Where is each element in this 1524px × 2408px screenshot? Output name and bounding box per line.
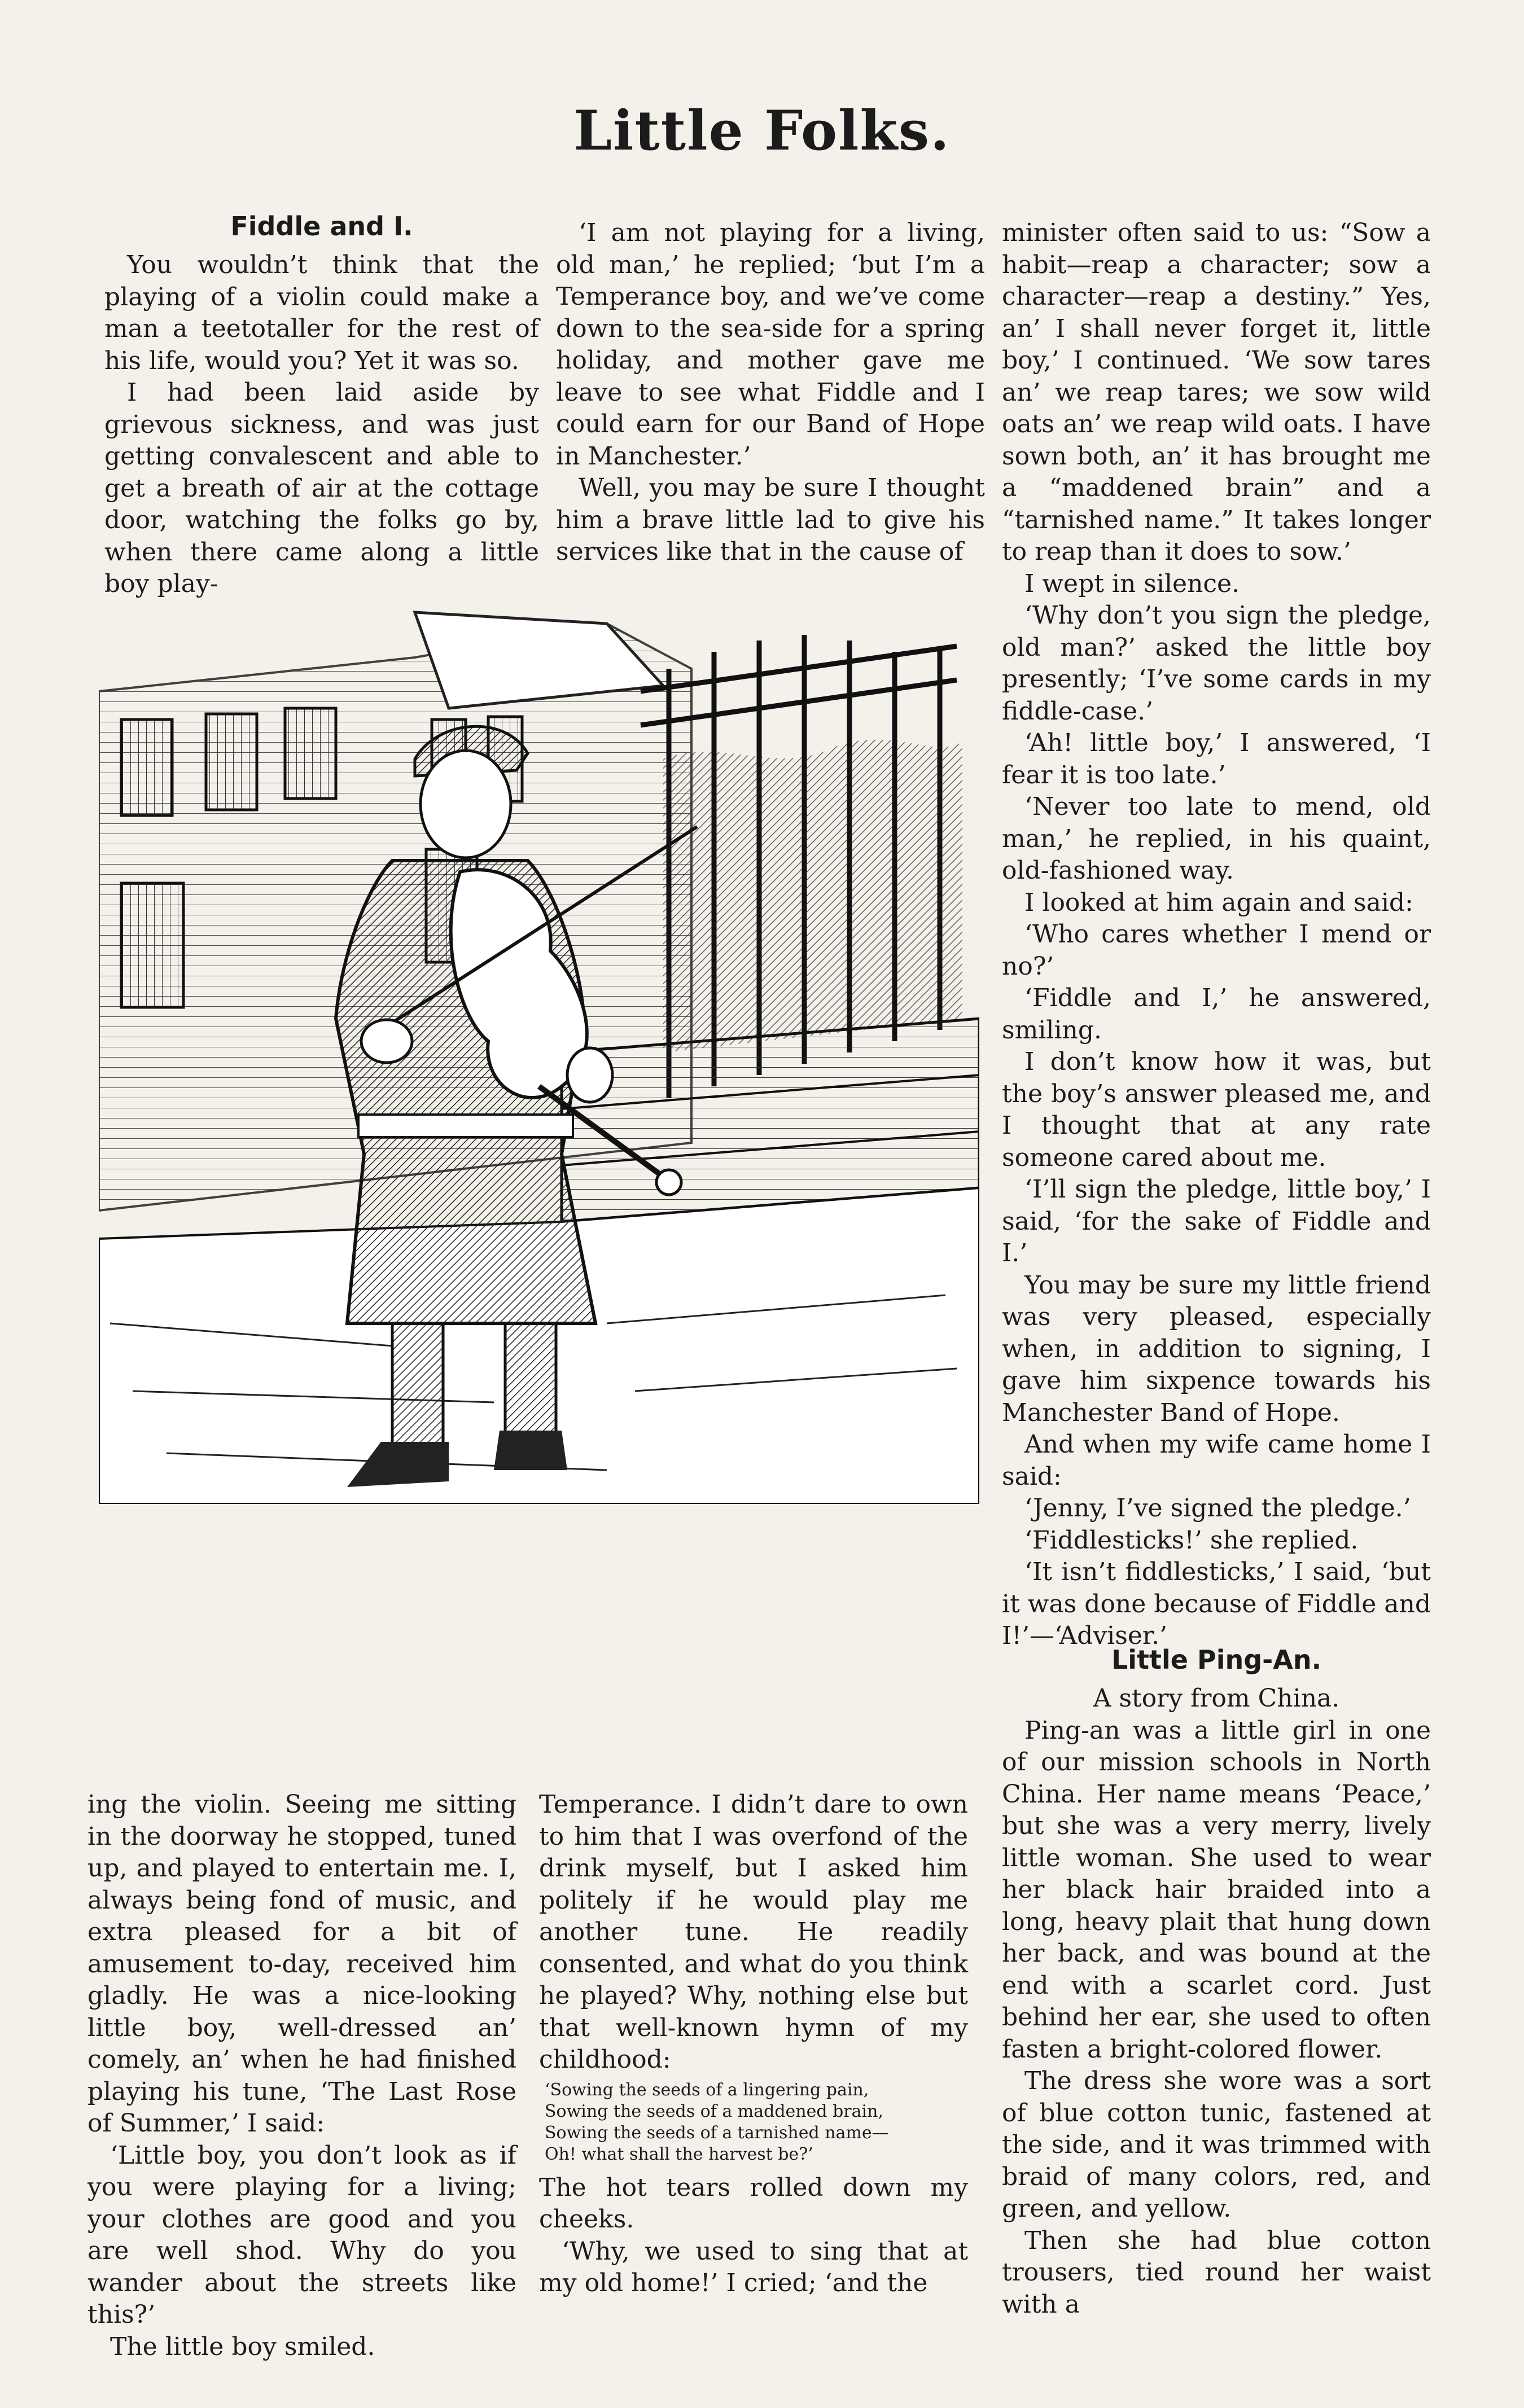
- verse-line: ‘Sowing the seeds of a lingering pain,: [545, 2080, 869, 2100]
- page-title: Little Folks.: [573, 99, 951, 163]
- paragraph: You may be sure my little friend was very pleased, especially when, in addition to signing, I gave him sixpence towards his Manchester Band of Hope.: [1002, 1270, 1431, 1427]
- paragraph: ‘Fiddlesticks!’ she replied.: [1024, 1525, 1359, 1555]
- paragraph: ‘It isn’t fiddlesticks,’ I said, ‘but it was done because of Fiddle and I!’—‘Adviser.’: [1002, 1558, 1431, 1650]
- paragraph: The hot tears rolled down my cheeks.: [539, 2173, 968, 2234]
- story2-heading: Little Ping-An.: [1111, 1644, 1322, 1675]
- hymn-verse: [539, 2080, 968, 2165]
- story1-heading: Fiddle and I.: [230, 211, 413, 242]
- paragraph: ‘Why don’t you sign the pledge, old man?’ asked the little boy presently; ‘I’ve some cards in my fiddle-case.’: [1002, 601, 1431, 726]
- paragraph: ‘I am not playing for a living, old man,’ he replied; ‘but I’m a Temperance boy, and we’ve come down to the sea-side for a spring holiday, and mother gave me leave to see what Fiddle and I could earn for our Band of Hope in Manchester.’: [556, 218, 985, 471]
- paragraph: minister often said to us: “Sow a habit—reap a character; sow a character—reap a destiny.” Yes, an’ I shall never forget it, little boy,’ I continued. ‘We sow tares an’ we reap tares; we sow wild oats an’ we reap wild oats. I have sown both, an’ it has brought me a “maddened brain” and a “tarnished name.” It takes longer to reap than it does to sow.’: [1002, 218, 1431, 566]
- paragraph: ‘Ah! little boy,’ I answered, ‘I fear it is too late.’: [1002, 729, 1431, 789]
- paragraph: ‘Why, we used to sing that at my old home!’ I cried; ‘and the: [539, 2236, 968, 2297]
- boy-playing-violin-icon: [99, 590, 979, 1504]
- paragraph: ‘Never too late to mend, old man,’ he replied, in his quaint, old-fashioned way.: [1002, 792, 1431, 885]
- paragraph: ‘Who cares whether I mend or no?’: [1002, 920, 1431, 981]
- paragraph: I don’t know how it was, but the boy’s answer pleased me, and I thought that at any rate someone cared about me.: [1002, 1047, 1431, 1172]
- paragraph: The dress she wore was a sort of blue cotton tunic, fastened at the side, and it was trimmed with braid of many colors, red, and green, and yellow.: [1002, 2067, 1431, 2223]
- verse-line: Sowing the seeds of a maddened brain,: [545, 2101, 883, 2121]
- story1-col3: [1002, 217, 1431, 1652]
- verse-line: Oh! what shall the harvest be?’: [545, 2144, 813, 2164]
- verse-line: Sowing the seeds of a tarnished name—: [545, 2122, 889, 2143]
- paragraph: ‘I’ll sign the pledge, little boy,’ I said, ‘for the sake of Fiddle and I.’: [1002, 1175, 1431, 1267]
- paragraph: Temperance. I didn’t dare to own to him that I was overfond of the drink myself, but I asked him politely if he would play me another tune. He readily consented, and what do you think he played? Why, nothing else but that well-known hymn of my childhood:: [539, 1790, 968, 2074]
- paragraph: And when my wife came home I said:: [1002, 1430, 1431, 1491]
- paragraph: I wept in silence.: [1024, 569, 1240, 598]
- paragraph: ing the violin. Seeing me sitting in the doorway he stopped, tuned up, and played to entertain me. I, always being fond of music, and extra pleased for a bit of amusement to-day, received him gladly. He was a nice-looking little boy, well-dressed an’ comely, an’ when he had finished playing his tune, ‘The Last Rose of Summer,’ I said:: [87, 1790, 516, 2138]
- paragraph: Well, you may be sure I thought him a brave little lad to give his services like that in the cause of: [556, 473, 985, 566]
- paragraph: I looked at him again and said:: [1024, 888, 1413, 917]
- story1-col1-top: [104, 209, 539, 600]
- story1-col1-bottom: [87, 1789, 516, 2363]
- story2-section: [1002, 1642, 1431, 2321]
- paragraph: ‘Jenny, I’ve signed the pledge.’: [1024, 1494, 1411, 1523]
- paragraph: The little boy smiled.: [110, 2332, 375, 2361]
- paragraph: You wouldn’t think that the playing of a violin could make a man a teetotaller for the rest of his life, would you? Yet it was so.: [104, 251, 539, 375]
- paragraph: Ping-an was a little girl in one of our mission schools in North China. Her name means ‘Peace,’ but she was a very merry, lively little woman. She used to wear her black hair braided into a long, heavy plait that hung down her back, and was bound at the end with a scarlet cord. Just behind her ear, she used to often fasten a bright-colored flower.: [1002, 1716, 1431, 2064]
- story1-col2-top: [556, 217, 985, 568]
- paragraph: Then she had blue cotton trousers, tied round her waist with a: [1002, 2226, 1431, 2319]
- paragraph: ‘Little boy, you don’t look as if you were playing for a living; your clothes are good and you are well shod. Why do you wander about the streets like this?’: [87, 2141, 516, 2329]
- paragraph: ‘Fiddle and I,’ he answered, smiling.: [1002, 984, 1431, 1045]
- story2-subtitle: A story from China.: [1093, 1684, 1340, 1713]
- story1-col2-bottom: [539, 1789, 968, 2300]
- paragraph: I had been laid aside by grievous sickness, and was just getting convalescent and able to get a breath of air at the cottage door, watching the folks go by, when there came along a little boy play-: [104, 378, 539, 598]
